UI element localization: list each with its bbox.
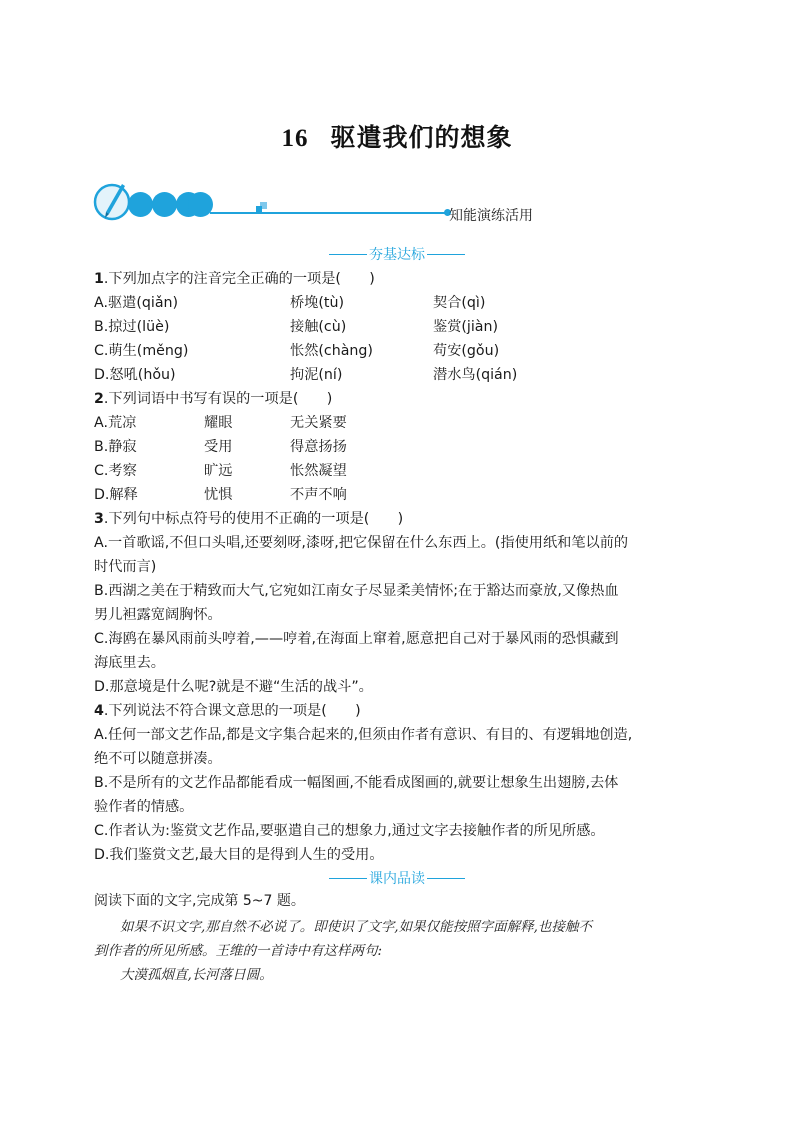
q3-line-5: C.海鸥在暴风雨前头哼着,——哼着,在海面上窜着,愿意把自己对于暴风雨的恐惧藏到 bbox=[94, 631, 619, 647]
q3-line-7: D.那意境是什么呢?就是不避“生活的战斗”。 bbox=[94, 679, 373, 695]
q4-line-6: D.我们鉴赏文艺,最大目的是得到人生的受用。 bbox=[94, 847, 384, 863]
section-heading-text: 课内品读 bbox=[369, 871, 425, 887]
question-number: 2 bbox=[94, 391, 104, 407]
banner-dot-2 bbox=[152, 192, 177, 217]
question-text: .下列句中标点符号的使用不正确的一项是( ) bbox=[103, 511, 404, 527]
section-heading-text: 夯基达标 bbox=[369, 247, 425, 263]
section-heading-reading bbox=[0, 868, 794, 888]
section-heading-basic bbox=[0, 244, 794, 264]
reading-paragraph-line-1: 如果不识文字,那自然不必说了。即使识了文字,如果仅能按照字面解释,也接触不 bbox=[120, 919, 592, 935]
section-banner bbox=[92, 178, 533, 228]
page-title bbox=[0, 118, 794, 154]
q2-option-c: C.考察 bbox=[94, 463, 137, 479]
banner-subtitle: 知能演练活用 bbox=[449, 208, 533, 224]
question-text: .下列说法不符合课文意思的一项是( ) bbox=[103, 703, 361, 719]
q1-option-d: D.怒吼(hǒu) bbox=[94, 367, 176, 383]
q4-line-2: 绝不可以随意拼凑。 bbox=[94, 751, 222, 767]
q3-line-2: 时代而言) bbox=[94, 559, 157, 575]
question-number: 3 bbox=[94, 511, 104, 527]
question-2-stem bbox=[94, 388, 332, 408]
q4-line-4: 验作者的情感。 bbox=[94, 799, 194, 815]
question-4-stem bbox=[94, 700, 361, 720]
banner-square-small-icon bbox=[256, 206, 262, 212]
q2-option-c-2: 旷远 bbox=[204, 463, 233, 479]
q1-option-d-2: 拘泥(ní) bbox=[290, 367, 343, 383]
q1-option-c-2: 怅然(chàng) bbox=[290, 343, 373, 359]
question-text: .下列词语中书写有误的一项是( ) bbox=[103, 391, 333, 407]
q2-option-c-3: 怅然凝望 bbox=[290, 463, 347, 479]
q2-option-a-2: 耀眼 bbox=[204, 415, 233, 431]
q1-option-c-3: 苟安(gǒu) bbox=[433, 343, 500, 359]
q3-line-1: A.一首歌谣,不但口头唱,还要刻呀,漆呀,把它保留在什么东西上。(指使用纸和笔以前的 bbox=[94, 535, 629, 551]
reading-intro: 阅读下面的文字,完成第 5~7 题。 bbox=[94, 893, 305, 909]
q2-option-b: B.静寂 bbox=[94, 439, 137, 455]
pen-logo-icon bbox=[92, 178, 132, 224]
question-text: .下列加点字的注音完全正确的一项是( ) bbox=[103, 271, 375, 287]
question-number: 4 bbox=[94, 703, 104, 719]
q4-line-5: C.作者认为:鉴赏文艺作品,要驱遣自己的想象力,通过文字去接触作者的所见所感。 bbox=[94, 823, 605, 839]
question-1-stem bbox=[94, 268, 375, 288]
q2-option-d-3: 不声不响 bbox=[290, 487, 347, 503]
q4-line-1: A.任何一部文艺作品,都是文字集合起来的,但须由作者有意识、有目的、有逻辑地创造, bbox=[94, 727, 633, 743]
lesson-title: 驱遣我们的想象 bbox=[330, 123, 513, 152]
q1-option-a-3: 契合(qì) bbox=[433, 295, 486, 311]
q1-option-d-3: 潜水鸟(qián) bbox=[433, 367, 518, 383]
q2-option-b-3: 得意扬扬 bbox=[290, 439, 347, 455]
q3-line-4: 男儿袒露宽阔胸怀。 bbox=[94, 607, 222, 623]
q1-option-b-3: 鉴赏(jiàn) bbox=[433, 319, 499, 335]
q4-line-3: B.不是所有的文艺作品都能看成一幅图画,不能看成图画的,就要让想象生出翅膀,去体 bbox=[94, 775, 619, 791]
reading-paragraph-line-2: 到作者的所见所感。王维的一首诗中有这样两句: bbox=[94, 943, 383, 959]
q1-option-a: A.驱遣(qiǎn) bbox=[94, 295, 179, 311]
banner-rule bbox=[210, 212, 450, 214]
q1-option-a-2: 桥堍(tù) bbox=[290, 295, 344, 311]
q2-option-a: A.荒凉 bbox=[94, 415, 137, 431]
q1-option-c: C.萌生(měng) bbox=[94, 343, 189, 359]
q2-option-d: D.解释 bbox=[94, 487, 138, 503]
question-number: 1 bbox=[94, 271, 104, 287]
q1-option-b: B.掠过(lüè) bbox=[94, 319, 170, 335]
banner-dot-1 bbox=[128, 192, 153, 217]
q1-option-b-2: 接触(cù) bbox=[290, 319, 347, 335]
q3-line-6: 海底里去。 bbox=[94, 655, 165, 671]
q2-option-d-2: 忧惧 bbox=[204, 487, 233, 503]
q2-option-a-3: 无关紧要 bbox=[290, 415, 347, 431]
q3-line-3: B.西湖之美在于精致而大气,它宛如江南女子尽显柔美情怀;在于豁达而豪放,又像热血 bbox=[94, 583, 619, 599]
q2-option-b-2: 受用 bbox=[204, 439, 233, 455]
lesson-number: 16 bbox=[281, 125, 309, 152]
question-3-stem bbox=[94, 508, 403, 528]
reading-verse: 大漠孤烟直,长河落日圆。 bbox=[120, 967, 273, 983]
